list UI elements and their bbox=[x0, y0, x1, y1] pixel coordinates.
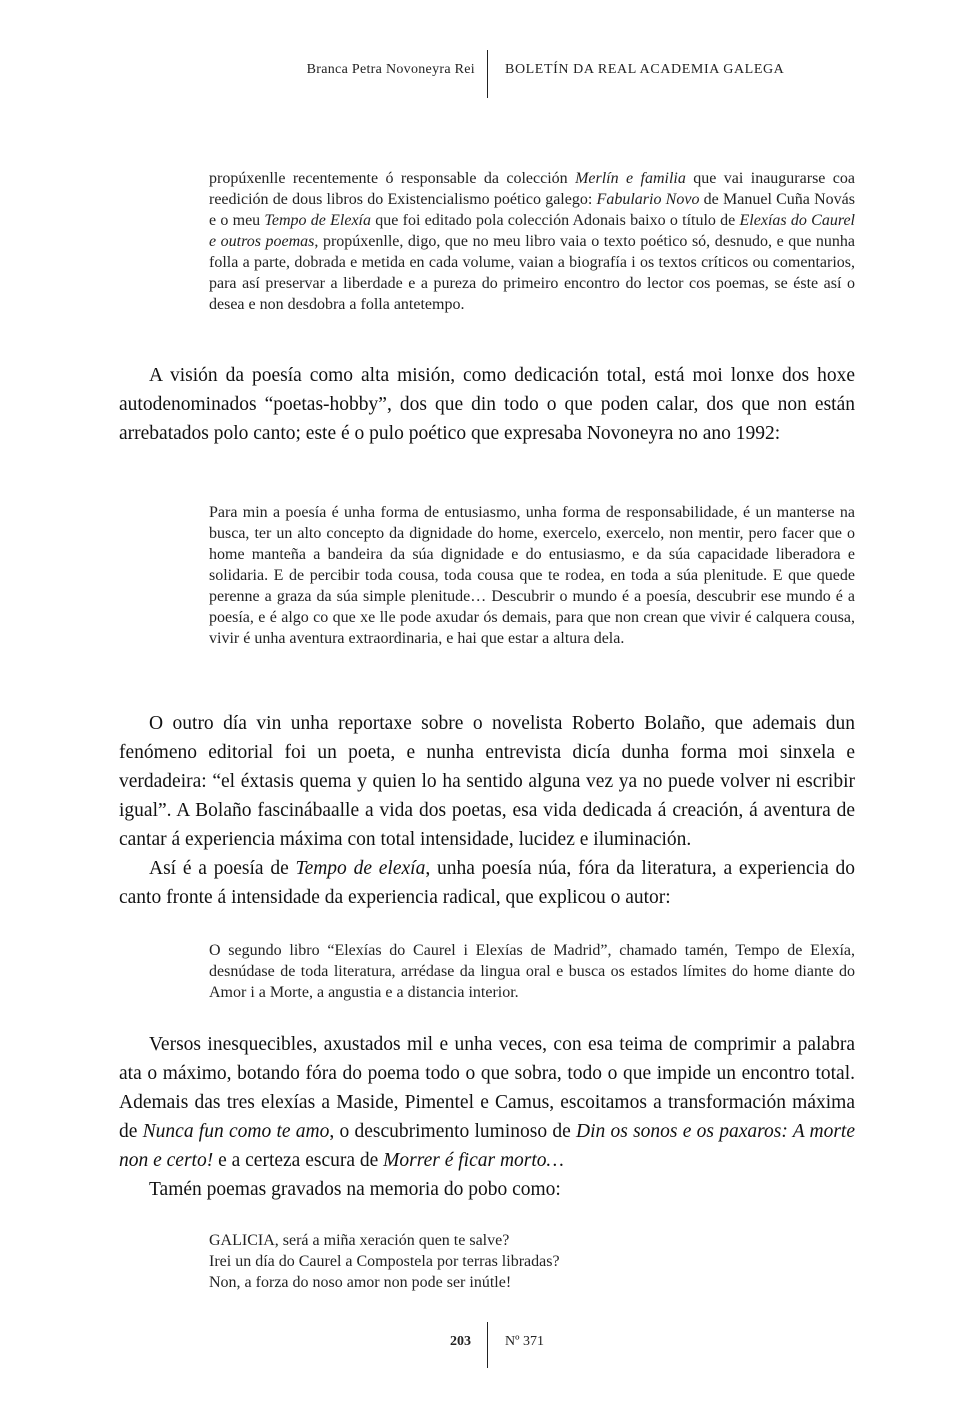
paragraph-2-3 bbox=[119, 709, 855, 912]
block-quote-2: Para min a poesía é unha forma de entusiasmo, unha forma de responsabilidade, é un manterse na busca, ter un alto concepto da dignidade do home, exercelo, exercelo, non mentir, pero facer que o home manteña a bandeira da súa dignidade e do entusiasmo, e da súa capacidade liberadora e solidaria. E de percibir toda cousa, toda cousa que te rodea, en toda a súa plenitude. E que quede perenne a graza da súa simple plenitude… Descubrir o mundo é a poesía, descubrir ese mundo é a poesía, e é algo co que xe lle pode axudar ós demais, para que non crean que vivir é calquera cousa, vivir é unha aventura extraordinaria, e hai que estar a altura dela. bbox=[209, 504, 855, 647]
paragraph-5: Tamén poemas gravados na memoria do pobo como: bbox=[149, 1179, 561, 1200]
poem-line: GALICIA, será a miña xeración quen te salve? bbox=[209, 1232, 510, 1249]
running-header-journal: BOLETÍN DA REAL ACADEMIA GALEGA bbox=[505, 62, 785, 77]
paragraph-3: Así é a poesía de Tempo de elexía, unha poesía núa, fóra da literatura, a experiencia do canto fronte á intensidade da experiencia radical, que explicou o autor: bbox=[119, 858, 856, 908]
poem-line: Irei un día do Caurel a Compostela por terras libradas? bbox=[209, 1253, 560, 1270]
paragraph-4-5 bbox=[119, 1030, 855, 1204]
poem-line: Non, a forza do noso amor non pode ser inútle! bbox=[209, 1274, 512, 1291]
poem-quote bbox=[209, 1230, 855, 1293]
block-quote-1: propúxenlle recentemente ó responsable da colección Merlín e familia que vai inaugurarse coa reedición de dous libros do Existencialismo poético galego: Fabulario Novo de Manuel Cuña Novás e o meu Tempo de Elexía que foi editado pola colección Adonais baixo o título de Elexías do Caurel e outros poemas, propúxenlle, digo, que no meu libro vaia o texto poético só, desnudo, e que nunha folla a parte, dobrada e metida en cada volume, vaian a biografía i os textos críticos ou comentarios, para así preservar a liberdade e a pureza do primeiro encontro do lector cos poemas, se éste así o desea e non desdobra a folla antetempo. bbox=[209, 170, 856, 313]
paragraph-4: Versos inesquecibles, axustados mil e unha veces, con esa teima de comprimir a palabra ata o máximo, botando fóra do poema todo o que sobra, todo o que impide un encontro total. Ademais das tres elexías a Maside, Pimentel e Camus, escoitamos a transformación máxima de Nunca fun como te amo, o descubrimento luminoso de Din os sonos e os paxaros: A morte non e certo! e a certeza escura de Morrer é ficar morto… bbox=[119, 1034, 856, 1171]
header-divider bbox=[487, 50, 488, 98]
paragraph-1: A visión da poesía como alta misión, como dedicación total, está moi lonxe dos hoxe autodenominados “poetas-hobby”, dos que din todo o que poden calar, dos que non están arrebatados polo canto; este é o pulo poético que expresaba Novoneyra no ano 1992: bbox=[119, 365, 855, 444]
footer-divider bbox=[487, 1322, 488, 1368]
paragraph-2: O outro día vin unha reportaxe sobre o novelista Roberto Bolaño, que ademais dun fenómeno editorial foi un poeta, e nunha entrevista dicía dunha forma moi sinxela e verdadeira: “el éxtasis quema y quien lo ha sentido alguna vez ya no puede volver ni escribir igual”. A Bolaño fascinábaalle a vida dos poetas, esa vida dedicada á creación, á aventura de cantar á experiencia máxima con total intensidade, lucidez e iluminación. bbox=[119, 713, 855, 850]
block-quote-3: O segundo libro “Elexías do Caurel i Elexías de Madrid”, chamado tamén, Tempo de Elexía, desnúdase de toda literatura, arrédase da lingua oral e busca os estados límites do home diante do Amor i a Morte, a angustia e a distancia interior. bbox=[209, 942, 855, 1001]
running-header-author: Branca Petra Novoneyra Rei bbox=[306, 62, 475, 77]
page-number: 203 bbox=[450, 1334, 471, 1349]
issue-number: Nº 371 bbox=[505, 1334, 544, 1349]
